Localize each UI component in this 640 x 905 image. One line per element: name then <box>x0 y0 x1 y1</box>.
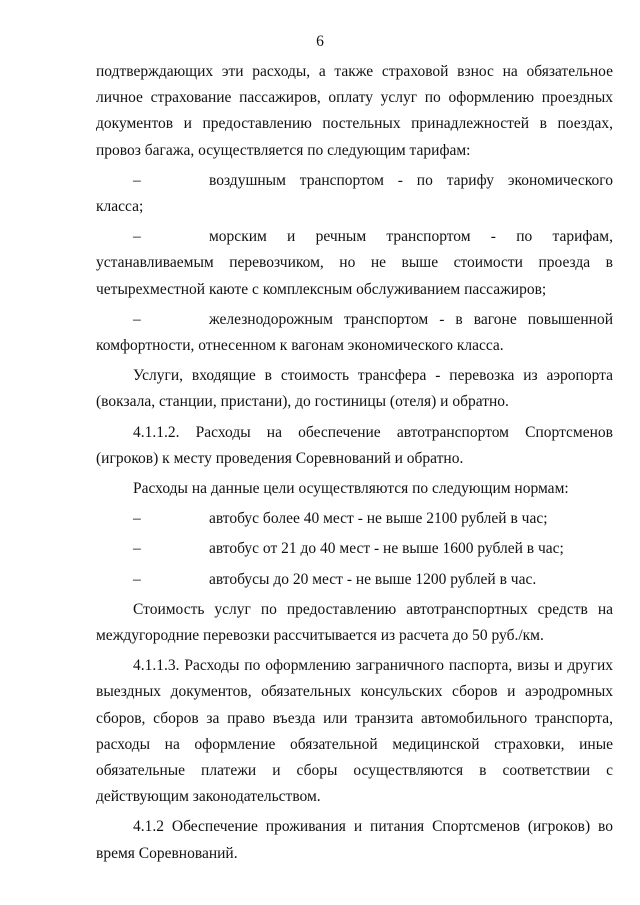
page-number: 6 <box>316 33 324 50</box>
paragraph-intercity-cost: Стоимость услуг по предоставлению автотранспортных средств на междугородние перевозки рассчитывается из расчета до 50 руб./км. <box>96 600 613 645</box>
dash-marker: – <box>133 510 141 528</box>
list-item-text: железнодорожным транспортом - в вагоне повышенной комфортности, отнесенном к вагонам экономического класса. <box>96 310 613 355</box>
dash-marker: – <box>133 540 141 558</box>
list-item-air <box>96 168 613 220</box>
dash-marker: – <box>133 310 141 328</box>
list-item-text: автобус более 40 мест - не выше 2100 рублей в час; <box>209 510 548 528</box>
list-item-bus-21-40 <box>96 536 613 562</box>
list-item-text: морским и речным транспортом - по тарифам, устанавливаемым перевозчиком, но не выше стоимости проезда в четырехместной каюте с комплексным обслуживанием пассажиров; <box>96 228 613 298</box>
list-item-text: воздушным транспортом - по тарифу экономического класса; <box>96 171 613 216</box>
dash-marker: – <box>133 228 141 246</box>
paragraph-tariffs-intro: подтверждающих эти расходы, а также страховой взнос на обязательное личное страхование пассажиров, оплату услуг по оформлению проездных документов и предоставлению постельных принадлежностей в поездах, провоз багажа, осуществляется по следующим тарифам: <box>96 63 613 159</box>
list-item-sea <box>96 224 613 303</box>
list-item-bus-40 <box>96 506 613 532</box>
dash-marker: – <box>133 570 141 588</box>
document-body <box>96 59 613 867</box>
paragraph-norms-intro: Расходы на данные цели осуществляются по следующим нормам: <box>133 480 569 498</box>
list-item-bus-20 <box>96 567 613 593</box>
paragraph-4-1-1-3: 4.1.1.3. Расходы по оформлению заграничного паспорта, визы и других выездных документов, обязательных консульских сборов и аэродромных сборов, сборов за право въезда или транзита автомобильного транспорта, расходы на оформление обязательной медицинской страховки, иные обязательные платежи и сборы осуществляются в соответствии с действующим законодательством. <box>96 657 613 806</box>
dash-marker: – <box>133 171 141 189</box>
paragraph-4-1-2: 4.1.2 Обеспечение проживания и питания Спортсменов (игроков) во время Соревнований. <box>96 818 613 862</box>
list-item-text: автобус от 21 до 40 мест - не выше 1600 рублей в час; <box>209 540 564 558</box>
paragraph-4-1-1-2: 4.1.1.2. Расходы на обеспечение автотранспортом Спортсменов (игроков) к месту проведения Соревнований и обратно. <box>96 423 613 467</box>
list-item-text: автобусы до 20 мест - не выше 1200 рублей в час. <box>209 570 537 588</box>
paragraph-transfer: Услуги, входящие в стоимость трансфера - перевозка из аэропорта (вокзала, станции, пристани), до гостиницы (отеля) и обратно. <box>96 367 613 411</box>
list-item-rail <box>96 307 613 359</box>
